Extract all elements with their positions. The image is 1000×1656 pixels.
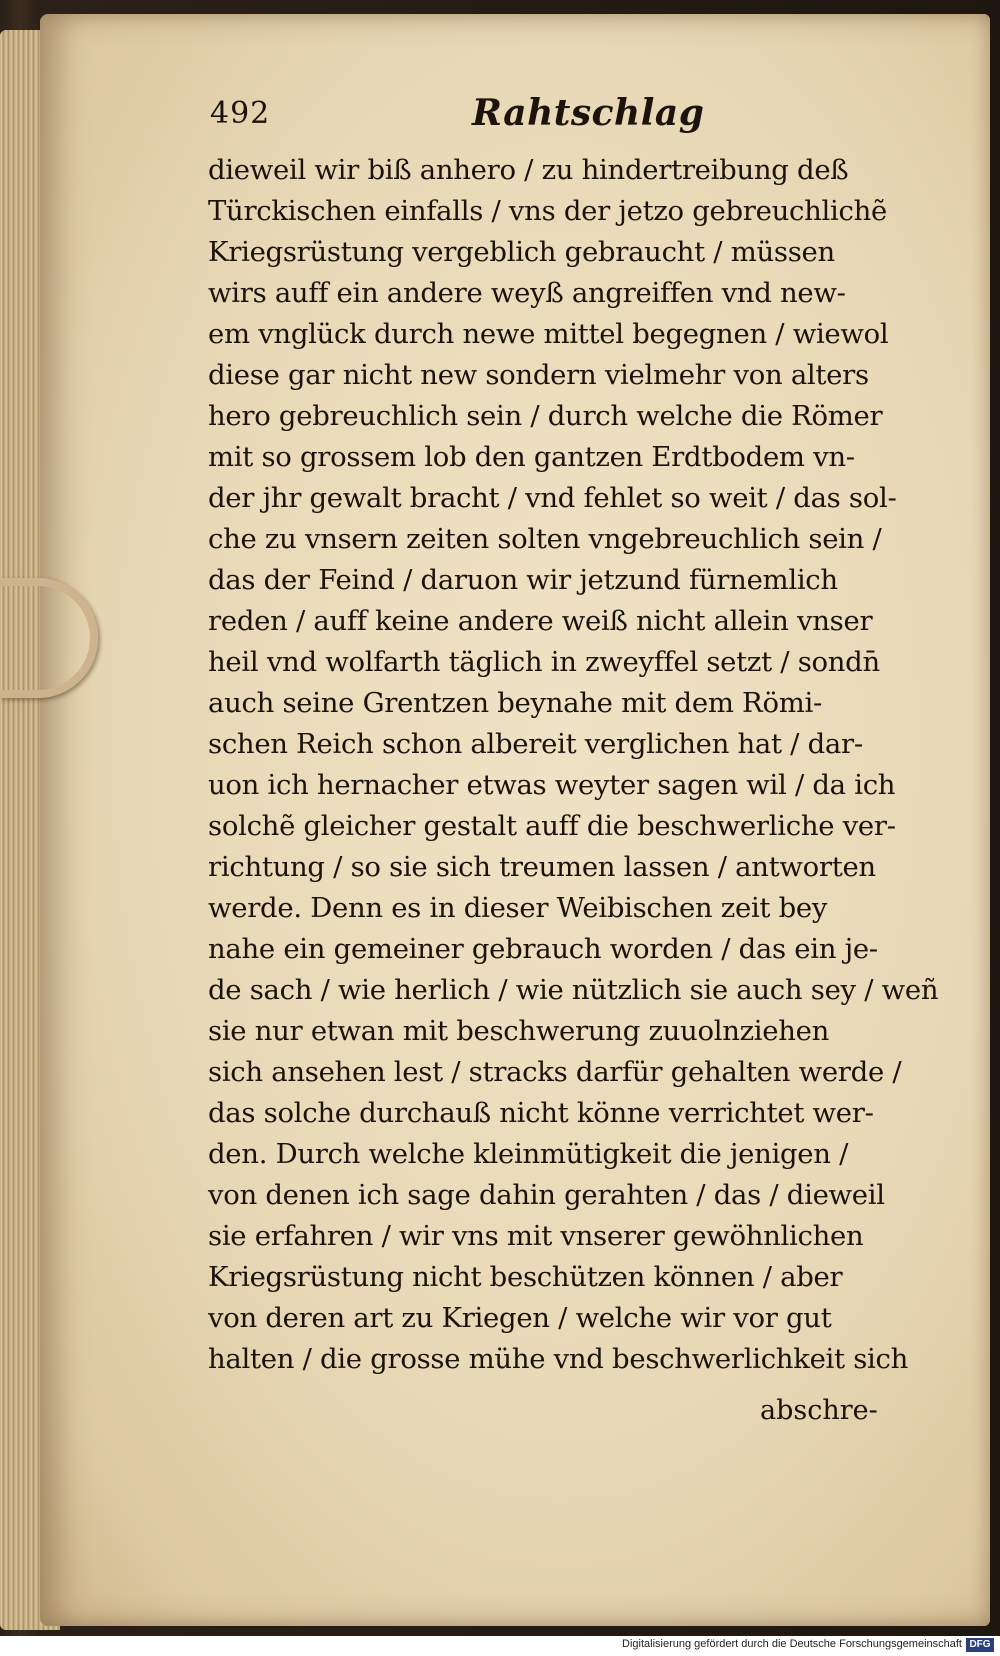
- text-line: sie nur etwan mit beschwerung zuuolnziehen: [208, 1015, 830, 1047]
- text-line: den. Durch welche kleinmütigkeit die jenigen /: [208, 1138, 849, 1170]
- dfg-logo: DFG: [966, 1638, 994, 1652]
- text-line: uon ich hernacher etwas weyter sagen wil / da ich: [208, 769, 896, 801]
- text-line: diese gar nicht new sondern vielmehr von alters: [208, 359, 869, 391]
- text-line: de sach / wie herlich / wie nützlich sie auch sey / weñ: [208, 974, 939, 1006]
- text-line: das der Feind / daruon wir jetzund fürnemlich: [208, 564, 838, 596]
- running-head: Rahtschlag: [472, 92, 705, 134]
- text-line: von denen ich sage dahin gerahten / das / dieweil: [208, 1179, 885, 1211]
- page-number: 492: [210, 96, 271, 131]
- text-line: von deren art zu Kriegen / welche wir vor gut: [208, 1302, 832, 1334]
- text-line: mit so grossem lob den gantzen Erdtbodem vn-: [208, 441, 855, 473]
- text-line: che zu vnsern zeiten solten vngebreuchlich sein /: [208, 523, 882, 555]
- text-line: reden / auff keine andere weiß nicht allein vnser: [208, 605, 873, 637]
- text-line: hero gebreuchlich sein / durch welche die Römer: [208, 400, 883, 432]
- text-line: Kriegsrüstung vergeblich gebraucht / müssen: [208, 236, 835, 268]
- text-line: sich ansehen lest / stracks darfür gehalten werde /: [208, 1056, 902, 1088]
- text-line: halten / die grosse mühe vnd beschwerlichkeit sich: [208, 1343, 909, 1375]
- text-line: heil vnd wolfarth täglich in zweyffel setzt / sondn̄: [208, 646, 880, 678]
- text-line: dieweil wir biß anhero / zu hindertreibung deß: [208, 154, 849, 186]
- text-line: Kriegsrüstung nicht beschützen können / aber: [208, 1261, 843, 1293]
- text-line: sie erfahren / wir vns mit vnserer gewöhnlichen: [208, 1220, 864, 1252]
- text-line: Türckischen einfalls / vns der jetzo gebreuchlichẽ: [208, 195, 888, 227]
- footer-bar: [0, 1636, 1000, 1656]
- text-line: wirs auff ein andere weyß angreiffen vnd new-: [208, 277, 846, 309]
- text-line: nahe ein gemeiner gebrauch worden / das ein je-: [208, 933, 878, 965]
- page-header: [210, 92, 705, 142]
- text-line: richtung / so sie sich treumen lassen / antworten: [208, 851, 876, 883]
- text-line: der jhr gewalt bracht / vnd fehlet so weit / das sol-: [208, 482, 897, 514]
- text-line: werde. Denn es in dieser Weibischen zeit bey: [208, 892, 828, 924]
- text-line: das solche durchauß nicht könne verrichtet wer-: [208, 1097, 874, 1129]
- text-line: schen Reich schon albereit verglichen hat / dar-: [208, 728, 863, 760]
- text-line: em vnglück durch newe mittel begegnen / wiewol: [208, 318, 889, 350]
- catchword: abschre-: [760, 1395, 878, 1426]
- text-line: auch seine Grentzen beynahe mit dem Römi-: [208, 687, 822, 719]
- text-line: solchẽ gleicher gestalt auff die beschwerliche ver-: [208, 810, 896, 842]
- body-text: [208, 150, 939, 1380]
- digitization-credit: Digitalisierung gefördert durch die Deutsche Forschungsgemeinschaft: [622, 1638, 962, 1650]
